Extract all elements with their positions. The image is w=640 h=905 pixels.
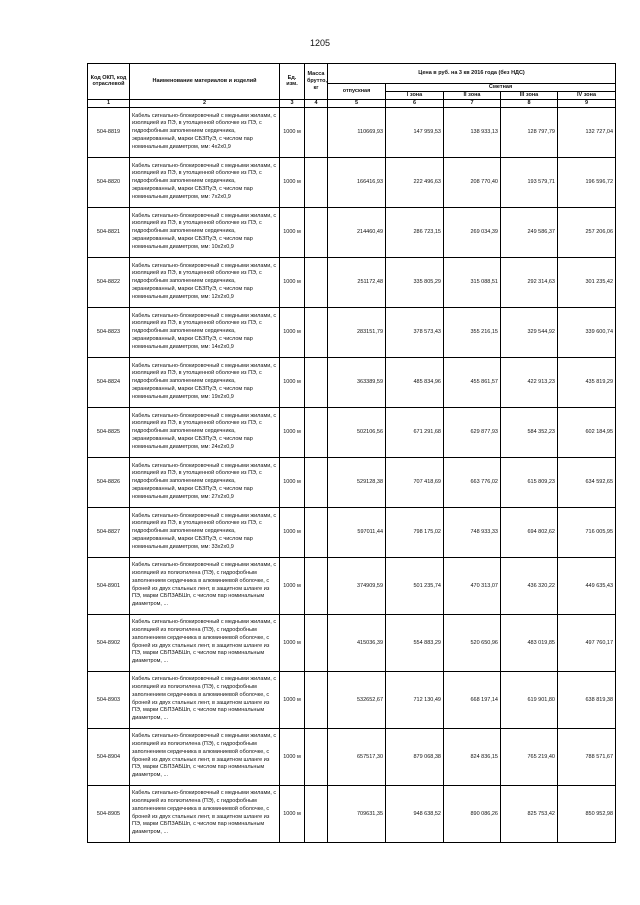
cell-zone-4-price: 716 005,95: [558, 507, 616, 557]
column-numbers-row: [88, 99, 616, 107]
cell-name: Кабель сигнально-блокировочный с медными жилами, с изоляцией из ПЭ, в утолщенной оболочке из ПЭ, с гидрофобным заполнением сердечника, экранированный, марки СБЗПуЭ, с числом пар номинальным диаметром, мм: 27х2х0,9: [130, 457, 280, 507]
cell-zone-3-price: 483 019,85: [501, 614, 558, 671]
page-number: 1205: [309, 38, 331, 48]
table-row: [88, 507, 616, 557]
cell-zone-3-price: 436 320,22: [501, 557, 558, 614]
cell-code: 504-8827: [88, 507, 130, 557]
cell-zone-1-price: 378 573,43: [386, 307, 444, 357]
table-row: [88, 207, 616, 257]
cell-zone-3-price: 422 913,23: [501, 357, 558, 407]
cell-zone-4-price: 196 596,72: [558, 157, 616, 207]
cell-mass: [305, 785, 328, 842]
cell-code: 504-8820: [88, 157, 130, 207]
cell-zone-3-price: 615 809,23: [501, 457, 558, 507]
cell-mass: [305, 671, 328, 728]
cell-unit: 1000 м: [280, 507, 305, 557]
cell-zone-4-price: 449 635,43: [558, 557, 616, 614]
cell-code: 504-8824: [88, 357, 130, 407]
cell-zone-3-price: 765 219,40: [501, 728, 558, 785]
cell-release-price: 374909,59: [328, 557, 386, 614]
cell-zone-2-price: 824 836,15: [444, 728, 501, 785]
cell-zone-1-price: 222 496,63: [386, 157, 444, 207]
cell-zone-2-price: 668 197,14: [444, 671, 501, 728]
cell-name: Кабель сигнально-блокировочный с медными жилами, с изоляцией из ПЭ, в утолщенной оболочке из ПЭ, с гидрофобным заполнением сердечника, экранированный, марки СБЗПуЭ, с числом пар номинальным диаметром, мм: 33х2х0,9: [130, 507, 280, 557]
cell-zone-2-price: 520 650,96: [444, 614, 501, 671]
cell-zone-1-price: 671 291,68: [386, 407, 444, 457]
column-number: 5: [328, 99, 386, 107]
table-row: [88, 457, 616, 507]
cell-zone-3-price: 128 797,79: [501, 107, 558, 157]
table-row: [88, 107, 616, 157]
cell-name: Кабель сигнально-блокировочный с медными жилами, с изоляцией из ПЭ, в утолщенной оболочке из ПЭ, с гидрофобным заполнением сердечника, экранированный, марки СБЗПуЭ, с числом пар номинальным диаметром, мм: 12х2х0,9: [130, 257, 280, 307]
cell-mass: [305, 307, 328, 357]
cell-code: 504-8819: [88, 107, 130, 157]
cell-code: 504-8821: [88, 207, 130, 257]
cell-name: Кабель сигнально-блокировочный с медными жилами, с изоляцией из ПЭ, в утолщенной оболочке из ПЭ, с гидрофобным заполнением сердечника, экранированный, марки СБЗПуЭ, с числом пар номинальным диаметром, мм: 19х2х0,9: [130, 357, 280, 407]
cell-code: 504-8823: [88, 307, 130, 357]
column-number: 1: [88, 99, 130, 107]
cell-release-price: 502106,56: [328, 407, 386, 457]
table-row: [88, 157, 616, 207]
cell-name: Кабель сигнально-блокировочный с медными жилами, с изоляцией из полиэтилена (ПЭ), с гидрофобным заполнением сердечника в алюминиевой оболочке, с броней из двух стальных лент, в защитном шланге из ПЭ, марки СБПЗАБШп, с числом пар номинальным диаметром, ...: [130, 614, 280, 671]
cell-zone-3-price: 292 314,63: [501, 257, 558, 307]
cell-name: Кабель сигнально-блокировочный с медными жилами, с изоляцией из полиэтилена (ПЭ), с гидрофобным заполнением сердечника в алюминиевой оболочке, с броней из двух стальных лент, в защитном шланге из ПЭ, марки СБПЗАБШп, с числом пар номинальным диаметром, ...: [130, 671, 280, 728]
cell-name: Кабель сигнально-блокировочный с медными жилами, с изоляцией из полиэтилена (ПЭ), с гидрофобным заполнением сердечника в алюминиевой оболочке, с броней из двух стальных лент, в защитном шланге из ПЭ, марки СБПЗАБШп, с числом пар номинальным диаметром, ...: [130, 728, 280, 785]
cell-zone-2-price: 470 313,07: [444, 557, 501, 614]
cell-mass: [305, 457, 328, 507]
cell-zone-4-price: 435 819,29: [558, 357, 616, 407]
cell-mass: [305, 107, 328, 157]
header-estimate-price: Сметная: [386, 84, 616, 92]
header-price-group: Цена в руб. на 3 кв 2016 года (без НДС): [328, 64, 616, 84]
cell-release-price: 110669,93: [328, 107, 386, 157]
cell-release-price: 166416,93: [328, 157, 386, 207]
cell-zone-3-price: 694 802,62: [501, 507, 558, 557]
cell-code: 504-8826: [88, 457, 130, 507]
cell-zone-4-price: 602 184,95: [558, 407, 616, 457]
header-name: Наименование материалов и изделий: [130, 64, 280, 100]
cell-code: 504-8825: [88, 407, 130, 457]
cell-unit: 1000 м: [280, 557, 305, 614]
cell-unit: 1000 м: [280, 457, 305, 507]
cell-zone-1-price: 485 834,96: [386, 357, 444, 407]
cell-unit: 1000 м: [280, 107, 305, 157]
cell-zone-2-price: 663 776,02: [444, 457, 501, 507]
cell-zone-3-price: 329 544,92: [501, 307, 558, 357]
cell-name: Кабель сигнально-блокировочный с медными жилами, с изоляцией из ПЭ, в утолщенной оболочке из ПЭ, с гидрофобным заполнением сердечника, экранированный, марки СБЗПуЭ, с числом пар номинальным диаметром, мм: 14х2х0,9: [130, 307, 280, 357]
cell-zone-1-price: 147 959,53: [386, 107, 444, 157]
cell-release-price: 529128,38: [328, 457, 386, 507]
cell-zone-2-price: 748 933,33: [444, 507, 501, 557]
cell-zone-3-price: 193 579,71: [501, 157, 558, 207]
table-row: [88, 407, 616, 457]
cell-mass: [305, 407, 328, 457]
cell-zone-1-price: 948 638,52: [386, 785, 444, 842]
cell-zone-4-price: 497 760,17: [558, 614, 616, 671]
cell-mass: [305, 614, 328, 671]
table-row: [88, 307, 616, 357]
cell-release-price: 363389,59: [328, 357, 386, 407]
price-table: [87, 63, 616, 843]
cell-zone-4-price: 339 600,74: [558, 307, 616, 357]
cell-code: 504-8903: [88, 671, 130, 728]
cell-unit: 1000 м: [280, 728, 305, 785]
cell-name: Кабель сигнально-блокировочный с медными жилами, с изоляцией из полиэтилена (ПЭ), с гидрофобным заполнением сердечника в алюминиевой оболочке, с броней из двух стальных лент, в защитном шланге из ПЭ, марки СБПЗАБШп, с числом пар номинальным диаметром, ...: [130, 785, 280, 842]
cell-mass: [305, 357, 328, 407]
cell-release-price: 283151,79: [328, 307, 386, 357]
cell-unit: 1000 м: [280, 307, 305, 357]
cell-zone-1-price: 707 418,69: [386, 457, 444, 507]
cell-code: 504-8904: [88, 728, 130, 785]
cell-unit: 1000 м: [280, 407, 305, 457]
header-zone-4: IV зона: [558, 91, 616, 99]
header-zone-3: III зона: [501, 91, 558, 99]
cell-zone-2-price: 208 770,40: [444, 157, 501, 207]
cell-release-price: 415036,39: [328, 614, 386, 671]
cell-zone-1-price: 335 805,29: [386, 257, 444, 307]
cell-zone-4-price: 132 727,04: [558, 107, 616, 157]
column-number: 6: [386, 99, 444, 107]
cell-zone-1-price: 798 175,02: [386, 507, 444, 557]
header-zone-1: I зона: [386, 91, 444, 99]
table-row: [88, 357, 616, 407]
cell-release-price: 532652,67: [328, 671, 386, 728]
cell-zone-1-price: 286 723,15: [386, 207, 444, 257]
column-number: 7: [444, 99, 501, 107]
column-number: 4: [305, 99, 328, 107]
cell-code: 504-8901: [88, 557, 130, 614]
cell-zone-2-price: 890 086,26: [444, 785, 501, 842]
cell-unit: 1000 м: [280, 785, 305, 842]
cell-zone-3-price: 825 753,42: [501, 785, 558, 842]
table-row: [88, 671, 616, 728]
table-row: [88, 728, 616, 785]
cell-name: Кабель сигнально-блокировочный с медными жилами, с изоляцией из полиэтилена (ПЭ), с гидрофобным заполнением сердечника в алюминиевой оболочке, с броней из двух стальных лент, в защитном шланге из ПЭ, марки СБПЗАБШп, с числом пар номинальным диаметром, ...: [130, 557, 280, 614]
cell-code: 504-8822: [88, 257, 130, 307]
cell-zone-2-price: 629 877,93: [444, 407, 501, 457]
cell-release-price: 597011,44: [328, 507, 386, 557]
cell-mass: [305, 207, 328, 257]
header-release-price: отпускная: [328, 84, 386, 100]
cell-unit: 1000 м: [280, 207, 305, 257]
cell-name: Кабель сигнально-блокировочный с медными жилами, с изоляцией из ПЭ, в утолщенной оболочке из ПЭ, с гидрофобным заполнением сердечника, экранированный, марки СБЗПуЭ, с числом пар номинальным диаметром, мм: 7х2х0,9: [130, 157, 280, 207]
column-number: 2: [130, 99, 280, 107]
header-mass: Масса брутто, кг: [305, 64, 328, 100]
cell-mass: [305, 728, 328, 785]
header-code: Код ОКП, код отраслевой: [88, 64, 130, 100]
cell-code: 504-8902: [88, 614, 130, 671]
cell-zone-3-price: 619 901,80: [501, 671, 558, 728]
cell-zone-2-price: 315 088,51: [444, 257, 501, 307]
cell-unit: 1000 м: [280, 257, 305, 307]
cell-mass: [305, 557, 328, 614]
cell-release-price: 251172,48: [328, 257, 386, 307]
cell-mass: [305, 257, 328, 307]
cell-mass: [305, 507, 328, 557]
cell-code: 504-8905: [88, 785, 130, 842]
cell-zone-4-price: 638 819,38: [558, 671, 616, 728]
cell-release-price: 709631,35: [328, 785, 386, 842]
cell-unit: 1000 м: [280, 157, 305, 207]
header-unit: Ед. изм.: [280, 64, 305, 100]
cell-zone-1-price: 712 130,49: [386, 671, 444, 728]
table-row: [88, 557, 616, 614]
cell-release-price: 657517,30: [328, 728, 386, 785]
table-body: [88, 107, 616, 842]
column-number: 9: [558, 99, 616, 107]
cell-zone-2-price: 269 034,39: [444, 207, 501, 257]
cell-zone-1-price: 501 235,74: [386, 557, 444, 614]
cell-name: Кабель сигнально-блокировочный с медными жилами, с изоляцией из ПЭ, в утолщенной оболочке из ПЭ, с гидрофобным заполнением сердечника, экранированный, марки СБЗПуЭ, с числом пар номинальным диаметром, мм: 10х2х0,9: [130, 207, 280, 257]
cell-zone-4-price: 850 952,98: [558, 785, 616, 842]
cell-zone-1-price: 879 068,38: [386, 728, 444, 785]
cell-name: Кабель сигнально-блокировочный с медными жилами, с изоляцией из ПЭ, в утолщенной оболочке из ПЭ, с гидрофобным заполнением сердечника, экранированный, марки СБЗПуЭ, с числом пар номинальным диаметром, мм: 24х2х0,9: [130, 407, 280, 457]
cell-zone-3-price: 249 586,37: [501, 207, 558, 257]
column-number: 3: [280, 99, 305, 107]
header-zone-2: II зона: [444, 91, 501, 99]
table-row: [88, 257, 616, 307]
cell-zone-4-price: 634 592,65: [558, 457, 616, 507]
table-row: [88, 785, 616, 842]
cell-zone-2-price: 138 933,13: [444, 107, 501, 157]
cell-zone-2-price: 355 216,15: [444, 307, 501, 357]
cell-name: Кабель сигнально-блокировочный с медными жилами, с изоляцией из ПЭ, в утолщенной оболочке из ПЭ, с гидрофобным заполнением сердечника, экранированный, марки СБЗПуЭ, с числом пар номинальным диаметром, мм: 4х2х0,9: [130, 107, 280, 157]
cell-zone-2-price: 455 861,57: [444, 357, 501, 407]
cell-zone-4-price: 257 206,06: [558, 207, 616, 257]
cell-unit: 1000 м: [280, 671, 305, 728]
column-number: 8: [501, 99, 558, 107]
cell-zone-3-price: 584 352,23: [501, 407, 558, 457]
cell-unit: 1000 м: [280, 614, 305, 671]
cell-zone-4-price: 788 571,67: [558, 728, 616, 785]
cell-unit: 1000 м: [280, 357, 305, 407]
cell-zone-1-price: 554 883,29: [386, 614, 444, 671]
cell-release-price: 214460,49: [328, 207, 386, 257]
cell-zone-4-price: 301 235,42: [558, 257, 616, 307]
cell-mass: [305, 157, 328, 207]
table-row: [88, 614, 616, 671]
